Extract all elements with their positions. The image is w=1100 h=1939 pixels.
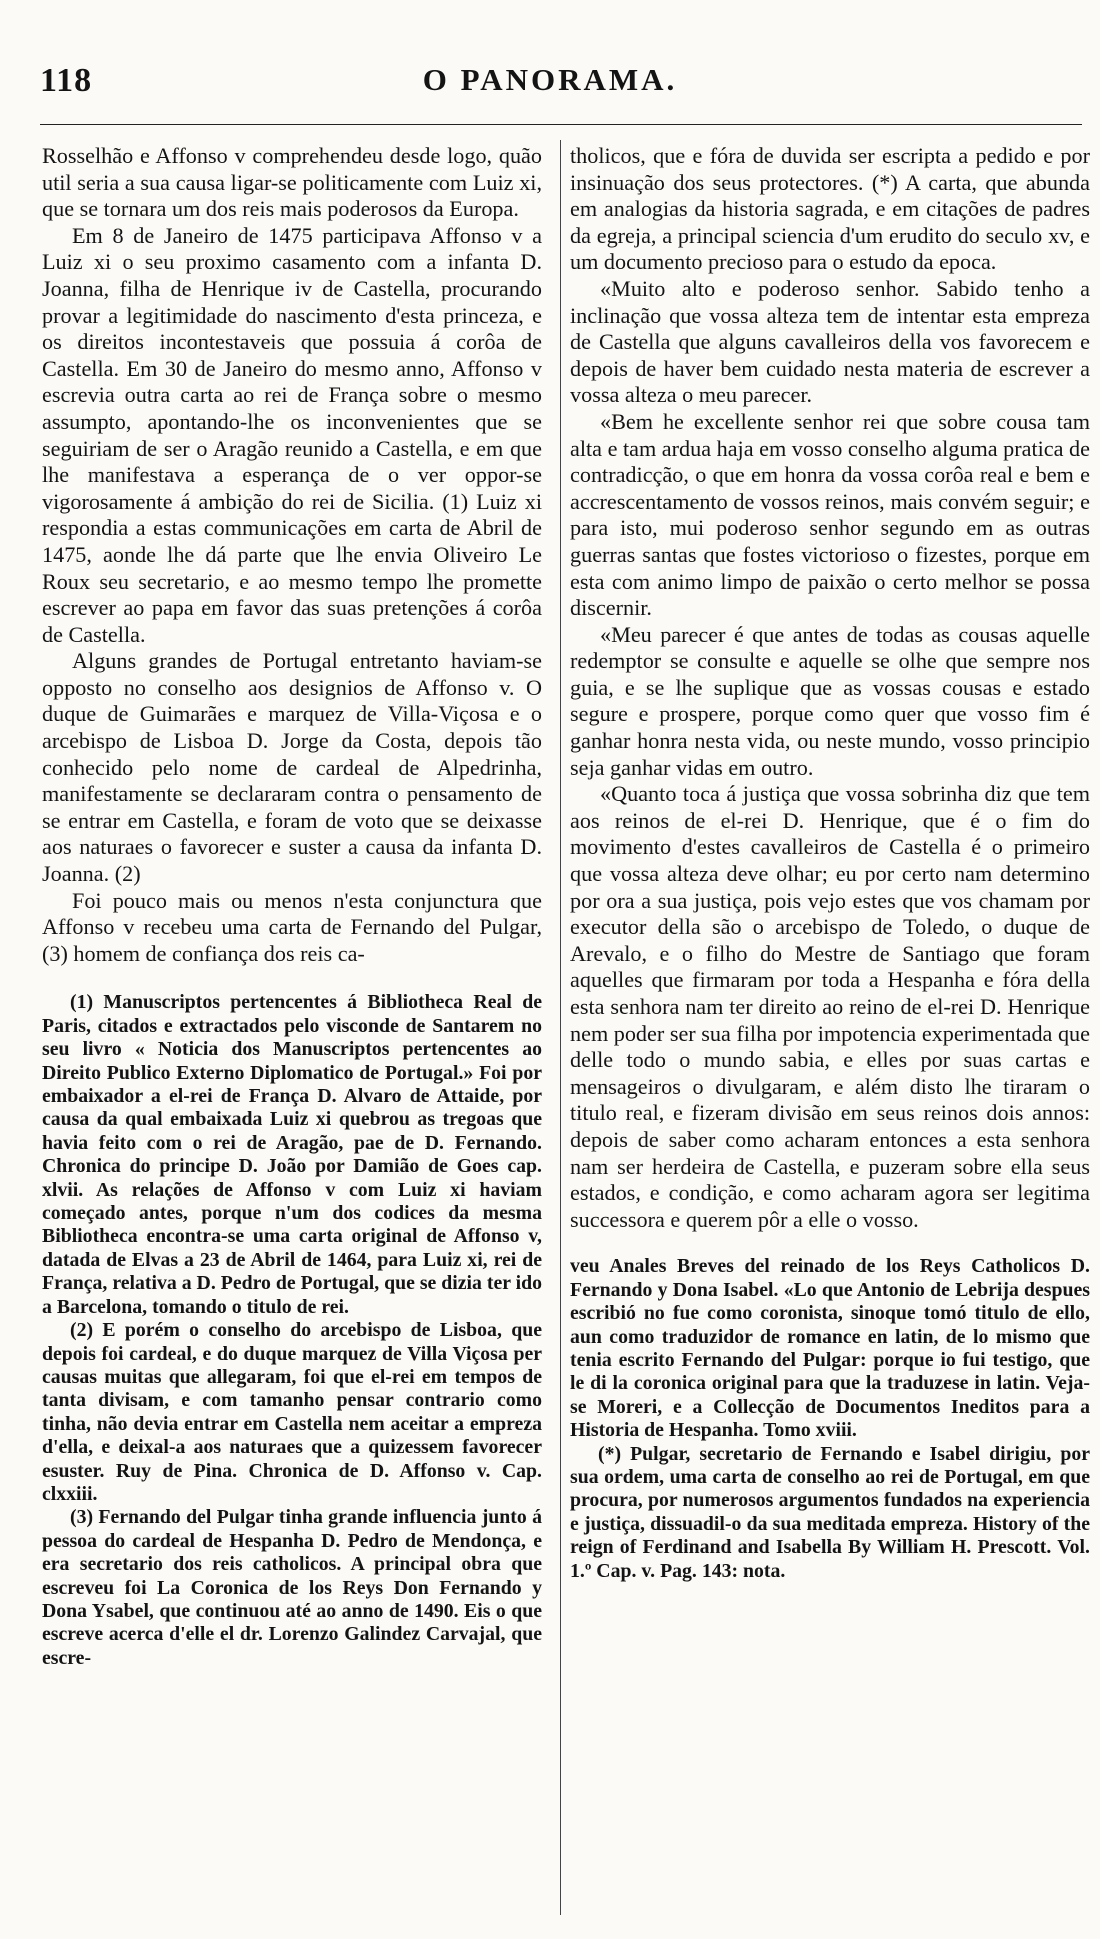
column-divider (560, 140, 561, 1915)
running-title: O PANORAMA. (422, 62, 678, 97)
right-paragraph: «Quanto toca á justiça que vossa sobrinha diz que tem aos reinos de el-rei D. Henrique, que é o fim do movimento d'estes cavalleiros de Castella é o primeiro que vossa alteza deve olhar; eu por certo nam determino por ora a sua justiça, pois vejo estes que vos chamam por executor della são o arcebispo de Toledo, o duque de Arevalo, e o filho do Mestre de Santiago que foram aquelles que firmaram por toda a Hespanha e fóra della esta senhora nam ter direito ao reino de el-rei D. Henrique nem poder ser sua filha por impotencia experimentada que delle todo o mundo sabia, e elles por suas cartas e mensageiros o divulgaram, e além disto lhe tiraram o titulo real, e fizeram divisão em seus reinos dois annos: depois de saber como acharam entonces a esta senhora nam ser herdeira de Castella, e puzeram sobre ella seus estados, e condição, e como acharam agora ser legitima successora e querem pôr a elle o vosso. (570, 781, 1090, 1232)
footnote: (*) Pulgar, secretario de Fernando e Isabel dirigiu, por sua ordem, uma carta de conselho ao rei de Portugal, em que procura, por numerosos argumentos fundados na experiencia e justiça, dissuadil-o da sua meditada empreza. History of the reign of Ferdinand and Isabella By William H. Prescott. Vol. 1.º Cap. v. Pag. 143: nota. (570, 1442, 1090, 1582)
left-body-text (42, 143, 542, 967)
left-paragraph: Alguns grandes de Portugal entretanto haviam-se opposto no conselho aos designios de Affonso v. O duque de Guimarães e marquez de Villa-Viçosa e o arcebispo de Lisboa D. Jorge da Costa, depois tão conhecido pelo nome de cardeal de Alpedrinha, manifestamente se declararam contra o pensamento de se entrar em Castella, e foram de voto que se deixasse aos naturaes o favorecer e suster a causa da infanta D. Joanna. (2) (42, 648, 542, 887)
right-paragraph: tholicos, que e fóra de duvida ser escripta a pedido e por insinuação dos seus protectores. (*) A carta, que abunda em analogias da historia sagrada, e em citações de padres da egreja, a principal sciencia d'um erudito do seculo xv, e um documento precioso para o estudo da epoca. (570, 143, 1090, 275)
right-body-text (570, 143, 1090, 1233)
left-paragraph: Em 8 de Janeiro de 1475 participava Affonso v a Luiz xi o seu proximo casamento com a infanta D. Joanna, filha de Henrique iv de Castella, procurando provar a legitimidade do nascimento d'esta princeza, e os direitos incontestaveis que possuia á corôa de Castella. Em 30 de Janeiro do mesmo anno, Affonso v escrevia outra carta ao rei de França sobre o mesmo assumpto, apontando-lhe os inconvenientes que se seguiriam de ser o Aragão reunido a Castella, e em que lhe manifestava a esperança de o ver oppor-se vigorosamente á ambição do rei de Sicilia. (1) Luiz xi respondia a estas communicações em carta de Abril de 1475, aonde lhe dá parte que lhe envia Oliveiro Le Roux seu secretario, e ao mesmo tempo lhe promette escrever ao papa em favor das suas pretenções á corôa de Castella. (42, 222, 542, 647)
right-paragraph: «Meu parecer é que antes de todas as cousas aquelle redemptor se consulte e aquelle se olhe que sempre nos guia, e se lhe suplique que as vossas cousas e estado segure e prospere, porque como quer que vosso fim é ganhar honra nesta vida, ou neste mundo, vosso principio seja ganhar vidas em outro. (570, 621, 1090, 780)
right-paragraph: «Muito alto e poderoso senhor. Sabido tenho a inclinação que vossa alteza tem de intentar esta empreza de Castella que alguns cavalleiros della vos favorecem e depois de haver bem cuidado nesta materia de escrever a vossa alteza o meu parecer. (570, 275, 1090, 408)
right-column (570, 143, 1090, 1583)
left-paragraph: Rosselhão e Affonso v comprehendeu desde logo, quão util seria a sua causa ligar-se politicamente com Luiz xi, que se tornara um dos reis mais poderosos da Europa. (42, 143, 542, 222)
left-column (42, 143, 542, 1670)
right-paragraph: «Bem he excellente senhor rei que sobre cousa tam alta e tam ardua haja em vosso conselho alguma pratica de contradicção, o que em honra da vossa corôa real e bem e accrescentamento de vossos reinos, mais convém seguir; e para isto, mui poderoso senhor segundo em as outras guerras santas que fostes victorioso o fizestes, porque em esta com animo limpo de paixão o certo melhor se possa discernir. (570, 408, 1090, 621)
header-rule (40, 124, 1082, 125)
page-number: 118 (40, 62, 93, 99)
left-footnotes (42, 991, 542, 1670)
page-header (0, 0, 1100, 110)
footnote: (3) Fernando del Pulgar tinha grande influencia junto á pessoa do cardeal de Hespanha D. Pedro de Mendonça, e era secretario dos reis catholicos. A principal obra que escreveu foi La Coronica de los Reys Don Fernando y Dona Ysabel, que continuou até ao anno de 1490. Eis o que escreve acerca d'elle el dr. Lorenzo Galindez Carvajal, que escre- (42, 1506, 542, 1669)
right-footnotes (570, 1255, 1090, 1583)
footnote: (1) Manuscriptos pertencentes á Bibliotheca Real de Paris, citados e extractados pelo visconde de Santarem no seu livro « Noticia dos Manuscriptos pertencentes ao Direito Publico Externo Diplomatico de Portugal.» Foi por embaixador a el-rei de França D. Alvaro de Attaide, por causa da qual embaixada Luiz xi quebrou as tregoas que havia feito com o rei de Aragão, pae de D. Fernando. Chronica do principe D. João por Damião de Goes cap. xlvii. As relações de Affonso v com Luiz xi haviam começado antes, porque n'um dos codices da mesma Bibliotheca encontra-se uma carta original de Affonso v, datada de Elvas a 23 de Abril de 1464, para Luiz xi, rei de França, relativa a D. Pedro de Portugal, que se dizia ter ido a Barcelona, tomando o titulo de rei. (42, 991, 542, 1318)
left-paragraph: Foi pouco mais ou menos n'esta conjunctura que Affonso v recebeu uma carta de Fernando del Pulgar, (3) homem de confiança dos reis ca- (42, 887, 542, 966)
footnote-continuation: veu Anales Breves del reinado de los Reys Catholicos D. Fernando y Dona Isabel. «Lo que Antonio de Lebrija despues escribió no fue como coronista, sinoque tomó titulo de ello, aun como traduzidor de romance en latin, de lo mismo que tenia escrito Fernando del Pulgar: porque io fui testigo, que le di la coronica original para que la traduzese in latin. Veja-se Moreri, e a Collecção de Documentos Ineditos para a Historia de Hespanha. Tomo xviii. (570, 1255, 1090, 1442)
footnote: (2) E porém o conselho do arcebispo de Lisboa, que depois foi cardeal, e do duque marquez de Villa Viçosa per causas muitas que allegaram, foi que el-rei em tempos de tanta divisam, e com tamanho pensar contrario como tinha, não devia entrar em Castella nem aceitar a empreza d'ella, e deixal-a aos naturaes que a quizessem favorecer esuster. Ruy de Pina. Chronica de D. Affonso v. Cap. clxxiii. (42, 1319, 542, 1505)
